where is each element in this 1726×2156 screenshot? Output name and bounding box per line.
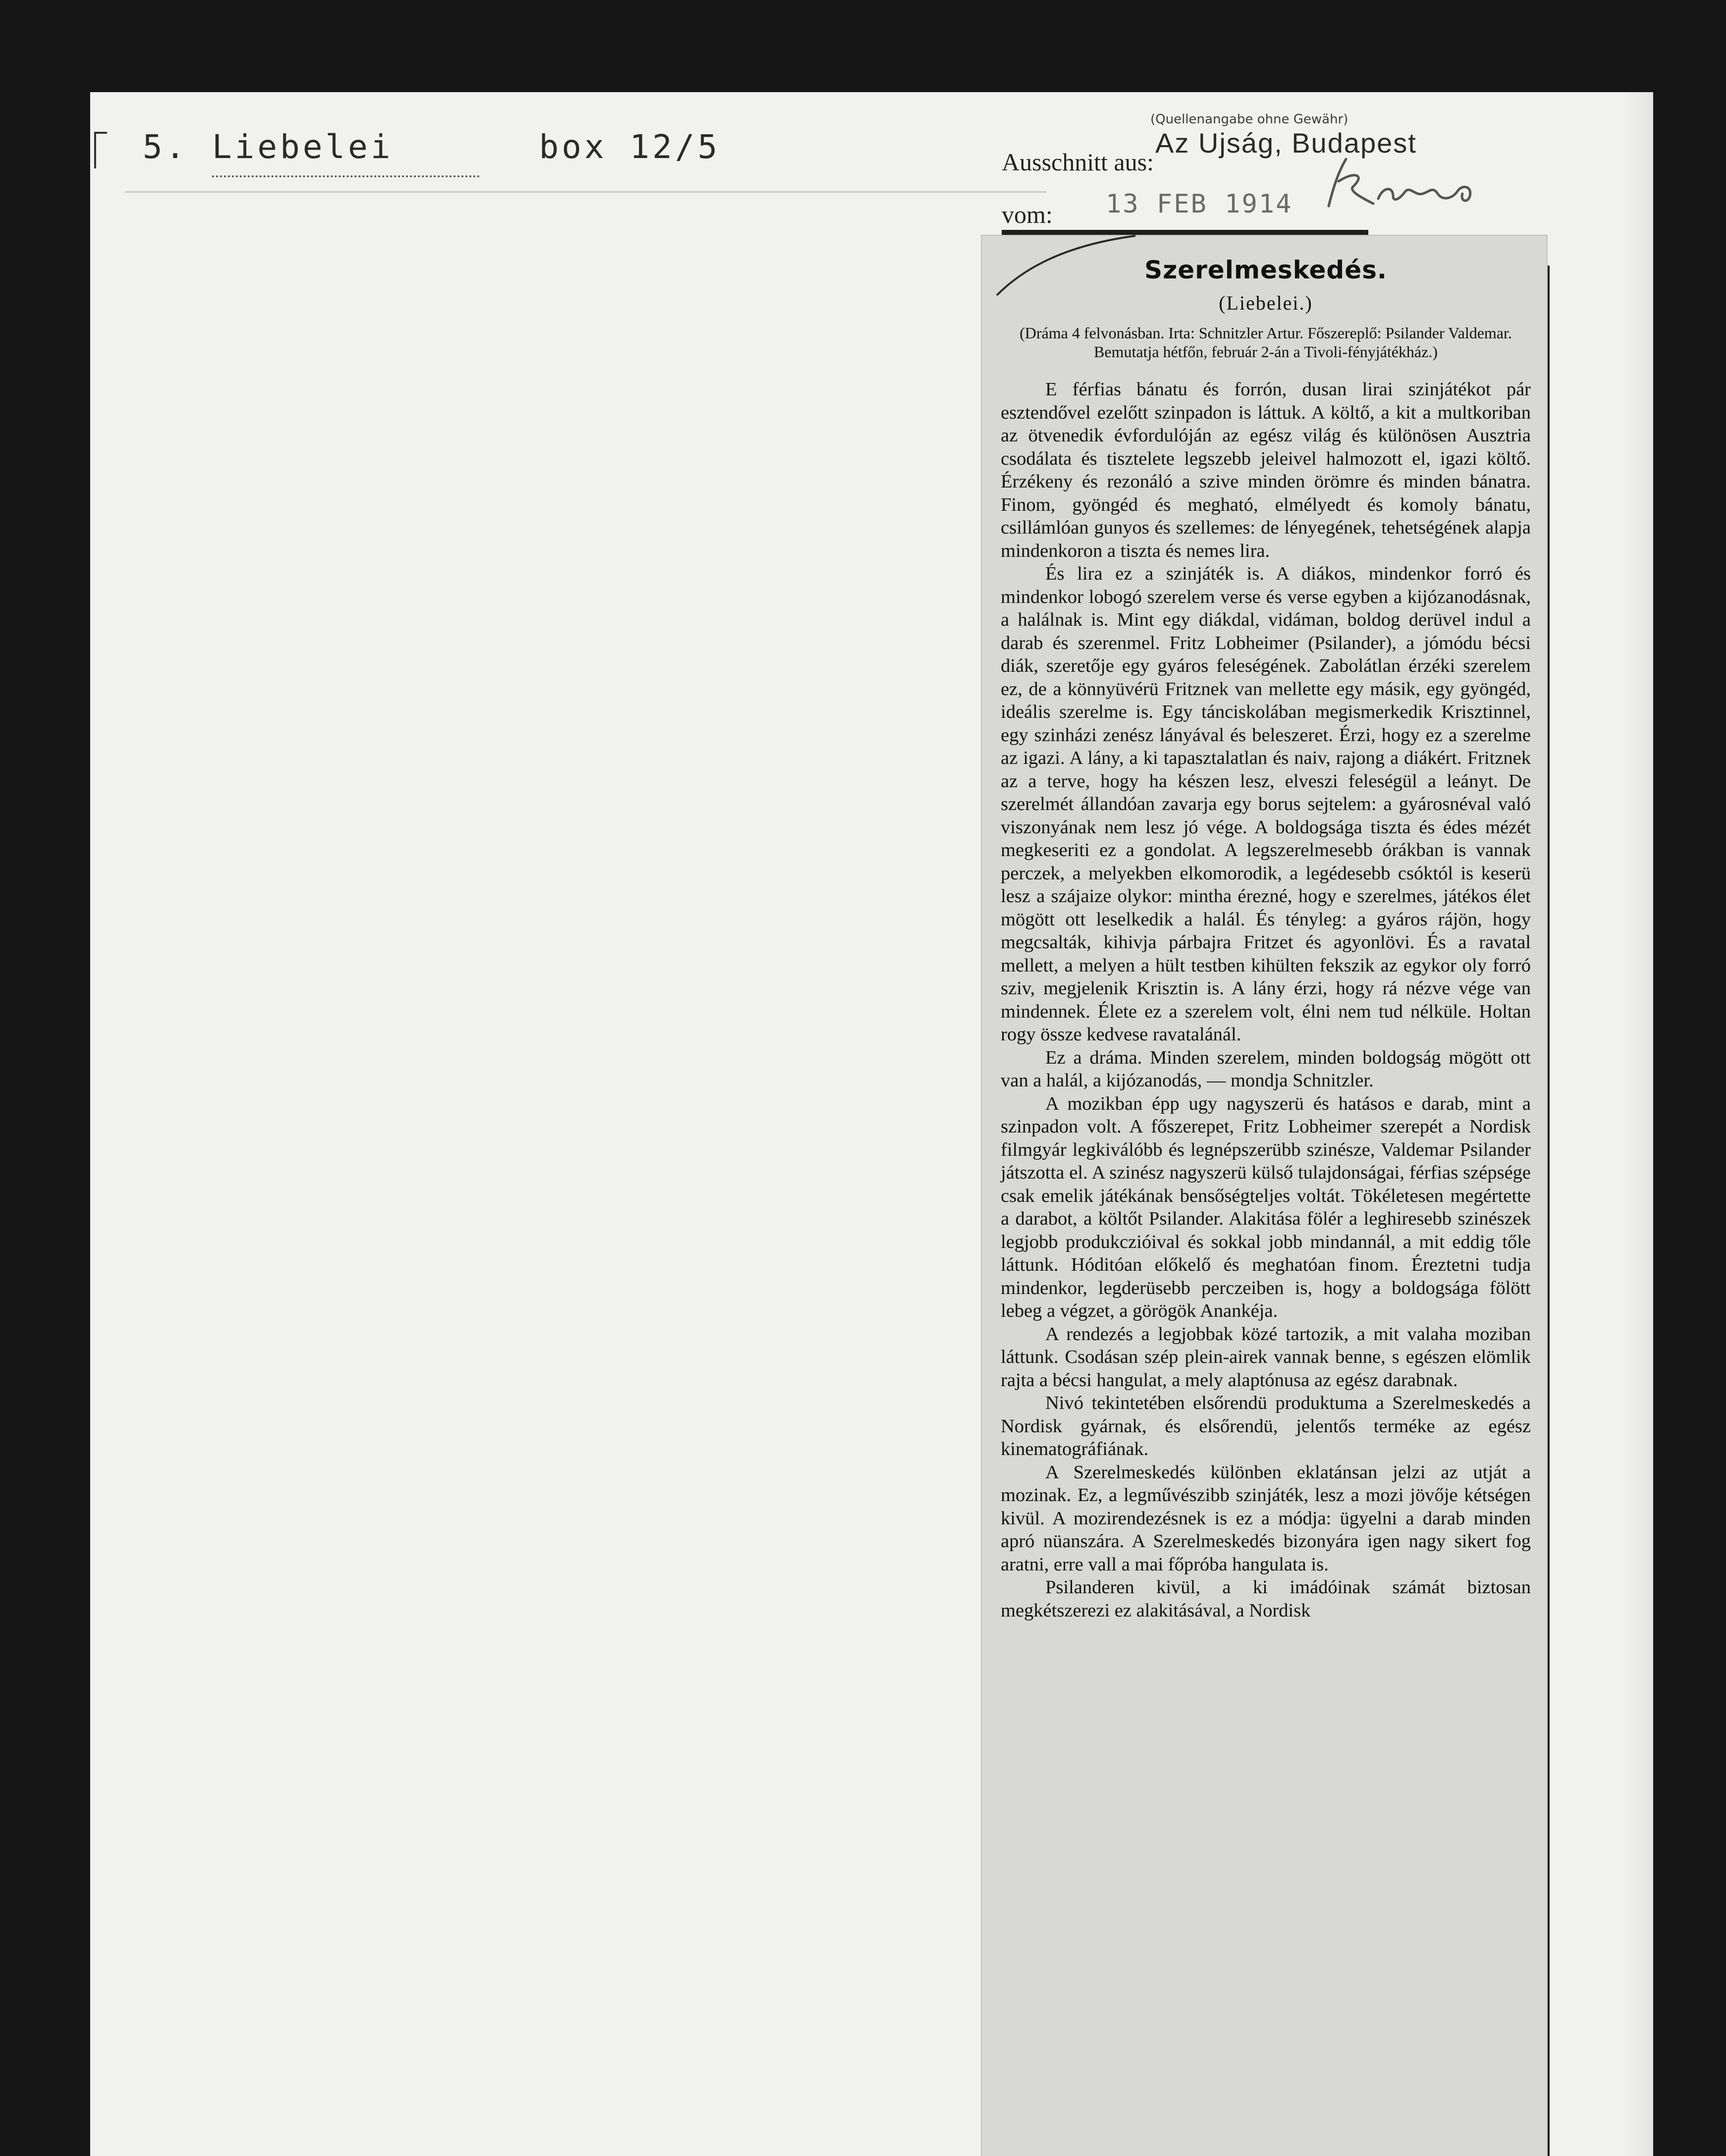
- article-paragraph: És lira ez a szinjáték is. A diákos, mindenkor forró és mindenkor lobogó szerelem verse és verse egyben a kijózanodásnak, a halálnak is. Mint egy diákdal, vidáman, boldog derüvel indul a darab és szerenmel. Fritz Lobheimer (Psilander), a jómódu bécsi diák, szeretője egy gyáros feleségének. Zabolátlan érzéki szerelem ez, de a könnyüvérü Fritznek van mellette egy másik, egy gyöngéd, ideális szerelme is. Egy tánciskolában megismerkedik Krisztinnel, egy szinházi zenész lányával és beleszeret. Érzi, hogy ez a szerelme az igazi. A lány, a ki tapasztalatlan és naiv, rajong a diákért. Fritznek az a terve, hogy ha készen lesz, elveszi feleségül a leányt. De szerelmét állandóan zavarja egy borus sejtelem: a gyárosnéval való viszonyának nem lesz jó vége. A boldogsága tiszta és édes mézét megkeseriti ez a gondolat. A legszerelmesebb órákban is vannak perczek, a melyekben elkomorodik, a legédesebb csóktól is keserü lesz a szájaize olykor: mintha érezné, hogy e szerelmes, játékos élet mögött ott leselkedik a halál. És tényleg: a gyáros rájön, hogy megcsalták, kihivja párbajra Fritzet és agyonlövi. És a ravatal mellett, a melyen a hült testben kihülten fekszik az egykor oly forró sziv, megjelenik Krisztin is. A lány érzi, hogy rá nézve vége van mindennek. Élete ez a szerelem volt, élni nem tud nélküle. Holtan rogy össze kedvese ravatalánál.: [1001, 563, 1531, 1045]
- archive-page: [90, 92, 1653, 2156]
- corner-bracket: [94, 132, 107, 168]
- folder-label: [143, 128, 720, 177]
- article-paragraph: A rendezés a legjobbak közé tartozik, a mit valaha moziban láttunk. Csodásan szép plein-airek vannak benne, s egészen elömlik rajta a bécsi hangulat, a mely alaptónusa az egész darabnak.: [1001, 1323, 1531, 1391]
- article: [1001, 256, 1531, 1622]
- folder-box: box 12/5: [539, 128, 720, 166]
- date-stamp: 13 FEB 1914: [1106, 189, 1293, 219]
- article-paragraph: Psilanderen kivül, a ki imádóinak számát biztosan megkétszerezi ez alakitásával, a Nordisk: [1001, 1577, 1531, 1621]
- article-paragraph: A mozikban épp ugy nagyszerü és hatásos e darab, mint a szinpadon volt. A főszerepet, Fritz Lobheimer szerepét a Nordisk filmgyár legkiválóbb és legnépszerübb szinésze, Valdemar Psilander játszotta el. A szinész nagyszerü külső tulajdonságai, férfias szépsége csak emelik játékának bensőségteljes voltát. Tökéletesen megértette a darabot, a költőt Psilander. Alakitása fölér a leghiresebb szinészek legjobb produkczióival és sokkal jobb mindannál, a mit eddig tőle láttunk. Hóditóan előkelő és meghatóan finom. Éreztetni tudja mindenkor, legderüsebb perczeiben is, hogy a boldogsága fölött lebeg a végzet, a görögök Anankéja.: [1001, 1093, 1531, 1321]
- clipping-edge: [1548, 266, 1550, 2156]
- folder-title: Liebelei: [212, 128, 480, 177]
- handwritten-signature: [1319, 152, 1482, 216]
- article-credits: (Dráma 4 felvonásban. Irta: Schnitzler Artur. Főszereplő: Psilander Valdemar. Bemutatja hétfőn, február 2-án a Tivoli-fényjátékház.): [1020, 324, 1512, 361]
- clipping-source: Az Ujság, Budapest: [1155, 127, 1417, 159]
- article-paragraph: Nivó tekintetében elsőrendü produktuma a Szerelmeskedés a Nordisk gyárnak, és elsőrendü, jelentős terméke az egész kinematográfiának.: [1001, 1393, 1531, 1459]
- newspaper-clipping: [982, 236, 1547, 2156]
- article-paragraph: E férfias bánatu és forrón, dusan lirai szinjátékot pár esztendővel ezelőtt szinpadon is láttuk. A költő, a kit a multkoriban az ötvenedik évfordulóján az egész világ és különösen Ausztria csodálata és tisztelete legszebb jeleivel halmozott el, igazi költő. Érzékeny és rezonáló a szive minden örömre és minden bánatra. Finom, gyöngéd és megható, elmélyedt és komoly bánatu, csillámlóan gunyos és szellemes: de lényegének, tehetségének alapja mindenkoron a tiszta és nemes lira.: [1001, 379, 1531, 561]
- page-shadow: [1623, 92, 1653, 2156]
- article-subtitle: (Liebelei.): [1219, 292, 1313, 314]
- header-divider: [125, 191, 1046, 193]
- article-body: [1001, 378, 1531, 1622]
- vom-label: vom:: [1002, 201, 1053, 228]
- ausschnitt-label: Ausschnitt aus:: [1002, 148, 1154, 176]
- article-paragraph: Ez a dráma. Minden szerelem, minden boldogság mögött ott van a halál, a kijózanodás, — mondja Schnitzler.: [1001, 1047, 1531, 1091]
- folder-number: 5.: [143, 128, 188, 166]
- service-note: (Quellenangabe ohne Gewähr): [1150, 112, 1348, 127]
- article-title: Szerelmeskedés.: [1144, 256, 1387, 284]
- article-paragraph: A Szerelmeskedés különben eklatánsan jelzi az utját a mozinak. Ez, a legművészibb szinjáték, lesz a mozi jövője kétségen kivül. A mozirendezésnek is ez a módja: ügyelni a darab minden apró nüanszára. A Szerelmeskedés bizonyára igen nagy sikert fog aratni, erre vall a mai főpróba hangulata is.: [1001, 1461, 1531, 1575]
